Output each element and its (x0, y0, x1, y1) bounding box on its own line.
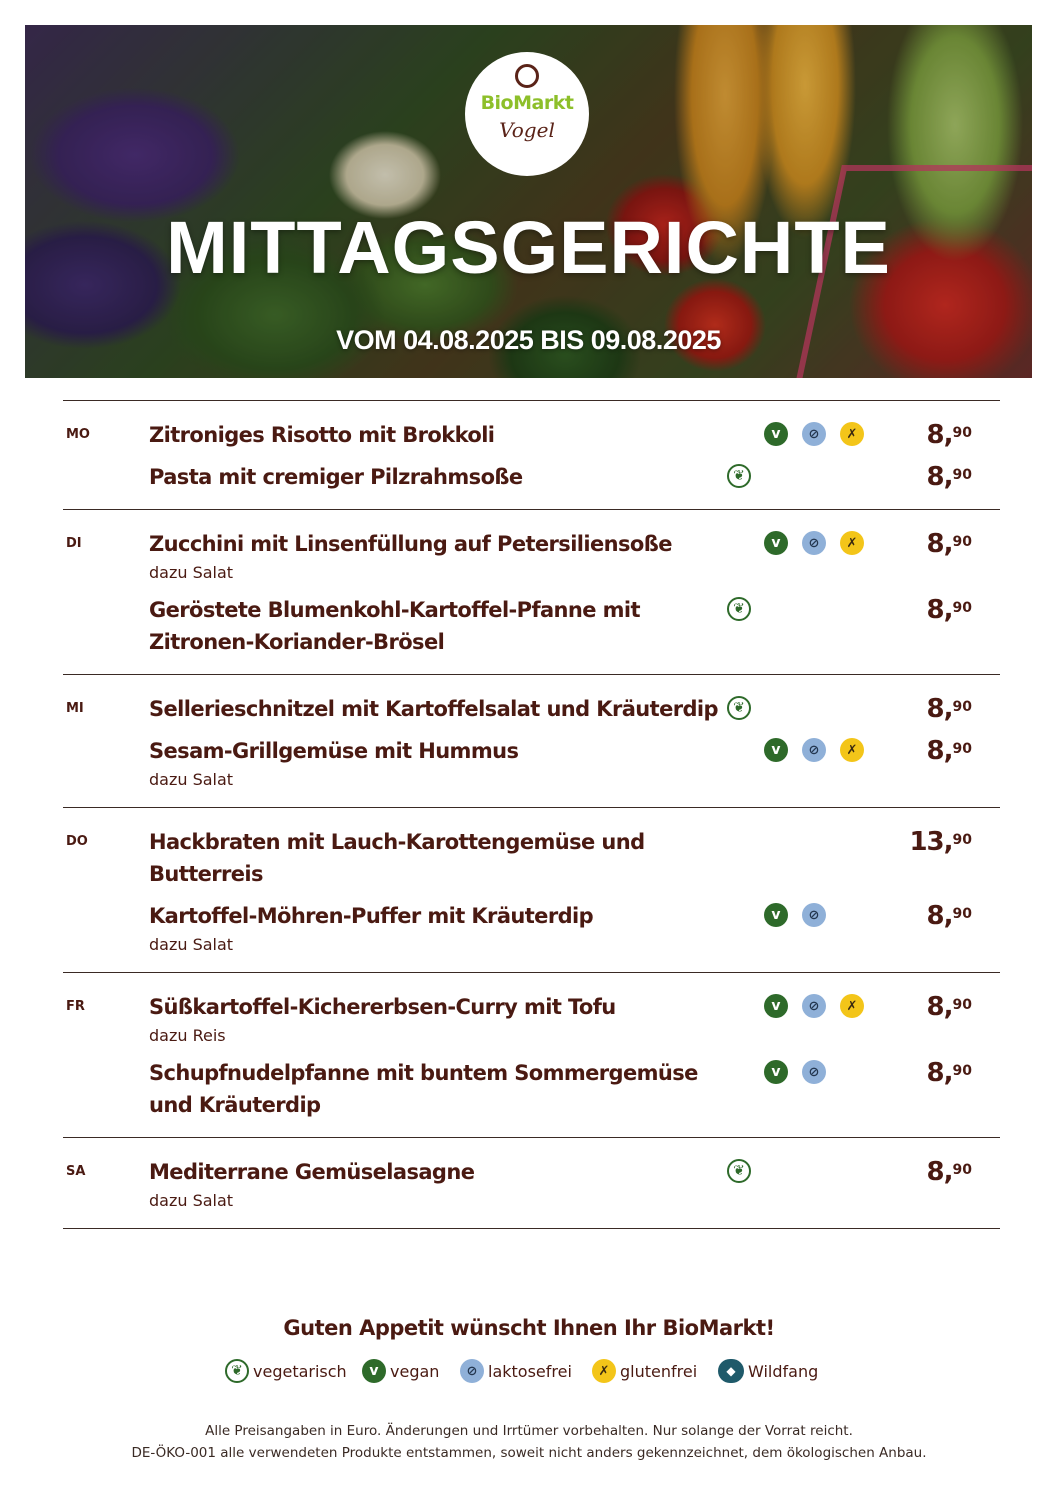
dish-side: dazu Salat (149, 770, 234, 789)
gluten-free-icon: ✗ (840, 531, 864, 555)
day-friday (63, 973, 1000, 1138)
dish-name: Sellerieschnitzel mit Kartoffelsalat und Kräuterdip (149, 697, 718, 721)
diet-icons (727, 1159, 877, 1185)
lactose-free-icon: ⊘ (460, 1359, 484, 1383)
date-range: VOM 04.08.2025 BIS 09.08.2025 (336, 325, 721, 355)
legend-label: vegan (390, 1361, 440, 1381)
vegan-v-icon: v (764, 903, 788, 927)
bird-icon (515, 64, 539, 88)
dish-item (149, 1152, 1000, 1218)
vegan-v-icon: v (764, 1060, 788, 1084)
lactose-free-icon: ⊘ (802, 903, 826, 927)
vegan-v-icon: v (764, 422, 788, 446)
brand-logo (465, 52, 589, 176)
dish-name: Hackbraten mit Lauch-Karottengemüse und Butterreis (149, 830, 645, 886)
diet-icons (727, 464, 877, 490)
dish-name: Süßkartoffel-Kichererbsen-Curry mit Tofu (149, 995, 616, 1019)
price-note: Alle Preisangaben in Euro. Änderungen und Irrtümer vorbehalten. Nur solange der Vorrat reicht. (205, 1423, 853, 1439)
day-label: DO (66, 834, 88, 849)
wild-caught-fish-icon: ◆ (718, 1359, 744, 1383)
diet-icons (727, 696, 877, 722)
legend-label: vegetarisch (253, 1361, 347, 1381)
logo-subtitle: Vogel (499, 118, 555, 142)
lactose-free-icon: ⊘ (802, 994, 826, 1018)
day-label: MO (66, 427, 90, 442)
day-wednesday (63, 675, 1000, 808)
vegetarian-leaf-icon: ❦ (727, 1159, 751, 1183)
organic-note: DE-ÖKO-001 alle verwendeten Produkte entstammen, soweit nicht anders gekennzeichnet, dem ökologischen Anbau. (131, 1445, 927, 1461)
vegetarian-leaf-icon: ❦ (727, 464, 751, 488)
gluten-free-icon: ✗ (592, 1359, 616, 1383)
dish-price: 8,90 (926, 901, 972, 931)
dish-price: 8,90 (926, 992, 972, 1022)
dish-price: 8,90 (926, 1058, 972, 1088)
vegetarian-leaf-icon: ❦ (225, 1359, 249, 1383)
legend-item-vegetarisch (225, 1359, 347, 1383)
dish-item (149, 524, 1000, 590)
dish-name: Zitroniges Risotto mit Brokkoli (149, 423, 495, 447)
vegan-v-icon: v (764, 531, 788, 555)
dish-item (149, 415, 1000, 457)
dish-name: Schupfnudelpfanne mit buntem Sommergemüse und Kräuterdip (149, 1061, 698, 1117)
lactose-free-icon: ⊘ (802, 422, 826, 446)
dish-item (149, 689, 1000, 731)
diet-icons (727, 994, 877, 1020)
dish-name: Zucchini mit Linsenfüllung auf Petersiliensoße (149, 532, 672, 556)
dish-price: 8,90 (926, 694, 972, 724)
dish-item (149, 590, 1000, 664)
dish-price: 8,90 (926, 595, 972, 625)
legend-item-laktosefrei (460, 1359, 572, 1383)
legend-item-vegan (362, 1359, 439, 1383)
dish-item (149, 457, 1000, 499)
dish-side: dazu Salat (149, 1191, 234, 1210)
vegan-v-icon: v (362, 1359, 386, 1383)
day-label: SA (66, 1164, 86, 1179)
lactose-free-icon: ⊘ (802, 1060, 826, 1084)
dish-price: 8,90 (926, 529, 972, 559)
diet-icons (727, 903, 877, 929)
vegan-v-icon: v (764, 994, 788, 1018)
day-tuesday (63, 510, 1000, 675)
gluten-free-icon: ✗ (840, 422, 864, 446)
dish-item (149, 987, 1000, 1053)
day-label: FR (66, 999, 85, 1014)
diet-icons (727, 422, 877, 448)
dish-name: Geröstete Blumenkohl-Kartoffel-Pfanne mit Zitronen-Koriander-Brösel (149, 598, 640, 654)
dish-price: 8,90 (926, 420, 972, 450)
dish-side: dazu Salat (149, 563, 234, 582)
dish-name: Sesam-Grillgemüse mit Hummus (149, 739, 519, 763)
legend-item-wildfang (718, 1359, 818, 1383)
legend-label: Wildfang (748, 1361, 819, 1381)
day-thursday (63, 808, 1000, 973)
legend-item-glutenfrei (592, 1359, 697, 1383)
dish-side: dazu Salat (149, 935, 234, 954)
diet-icons (727, 738, 877, 764)
dish-price: 8,90 (926, 736, 972, 766)
dish-item (149, 1053, 1000, 1127)
diet-icons (727, 597, 877, 623)
dish-price: 8,90 (926, 462, 972, 492)
dish-price: 8,90 (926, 1157, 972, 1187)
dish-price: 13,90 (909, 827, 972, 857)
dish-item (149, 896, 1000, 962)
diet-icons (727, 1060, 877, 1086)
lactose-free-icon: ⊘ (802, 738, 826, 762)
day-label: MI (66, 701, 84, 716)
dish-item (149, 822, 1000, 896)
dish-name: Kartoffel-Möhren-Puffer mit Kräuterdip (149, 904, 594, 928)
lactose-free-icon: ⊘ (802, 531, 826, 555)
dish-side: dazu Reis (149, 1026, 226, 1045)
dish-item (149, 731, 1000, 797)
day-monday (63, 401, 1000, 510)
logo-name: BioMarkt (480, 92, 574, 114)
dish-name: Mediterrane Gemüselasagne (149, 1160, 475, 1184)
day-saturday (63, 1138, 1000, 1229)
vegetarian-leaf-icon: ❦ (727, 696, 751, 720)
dish-name: Pasta mit cremiger Pilzrahmsoße (149, 465, 523, 489)
day-label: DI (66, 536, 82, 551)
gluten-free-icon: ✗ (840, 738, 864, 762)
legend-label: laktosefrei (488, 1361, 572, 1381)
gluten-free-icon: ✗ (840, 994, 864, 1018)
vegan-v-icon: v (764, 738, 788, 762)
vegetarian-leaf-icon: ❦ (727, 597, 751, 621)
hero-image (25, 25, 1032, 378)
page-title: MITTAGSGERICHTE (166, 206, 891, 289)
greeting: Guten Appetit wünscht Ihnen Ihr BioMarkt! (283, 1316, 775, 1340)
weekly-menu (63, 400, 1000, 1229)
legend-label: glutenfrei (620, 1361, 698, 1381)
diet-icons (727, 531, 877, 557)
